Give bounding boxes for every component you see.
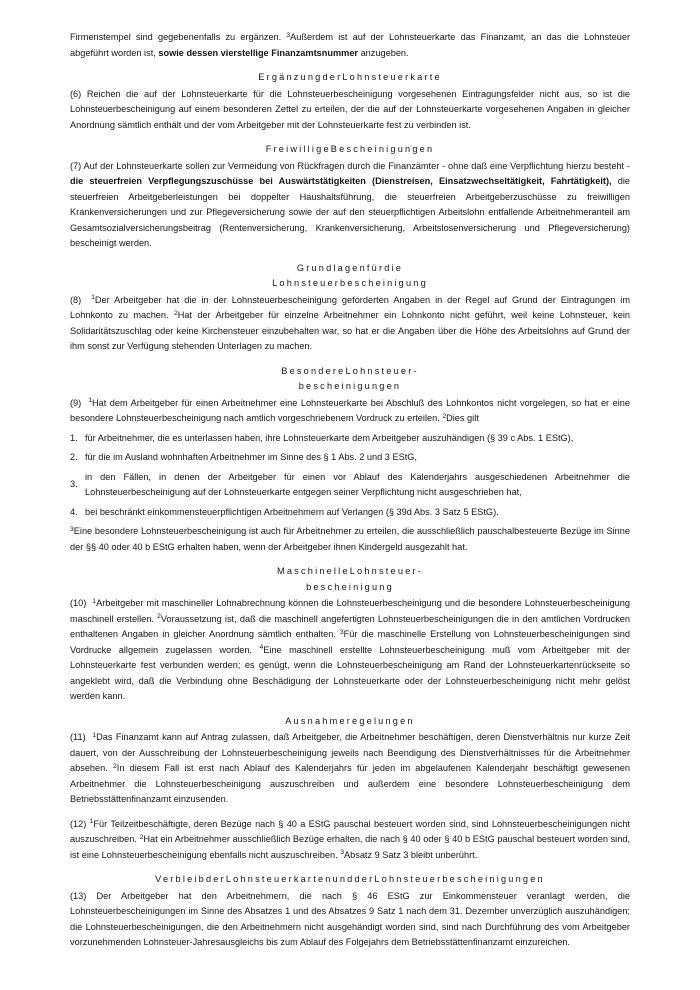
document-content	[70, 30, 630, 951]
heading-freiwillige-bescheinigungen	[70, 142, 630, 158]
text-run: die steuerfreien Arbeitgeberleistungen bei doppelter Haushaltsführung, die steuerfreien Arbeitgeberzuschüsse zu freiwilligen Krankenversicherungen und zur Pflegeversicherung sowie der auf den steuerpflichtigen Arbeitslohn entfallende Arbeitnehmeranteil am Gesamtsozialversicherungsbeitrag (Rentenversicherung, Krankenversicherung, Arbeitslosenversicherung und Pflegeversicherung) bescheinigt werden.	[70, 176, 630, 248]
paragraph-6	[70, 87, 630, 134]
list-item-text	[85, 470, 630, 501]
text-run: Hat der Arbeitgeber für einzelne Arbeitnehmer ein Lohnkonto nicht geführt, weil keine Lohnsteuer, kein Solidaritätszuschlag oder keine Kirchensteuer einzubehalten war, so hat er die Angaben über die Höhe des Arbeitslohns auf Grund der ihm sonst zur Verfügung stehenden Unterlagen zu machen.	[70, 310, 631, 351]
text-run: (13) Der Arbeitgeber hat den Arbeitnehmern, die nach § 46 EStG zur Einkommensteuer veranlagt werden, die Lohnsteuerbescheinigungen im Sinne des Absatzes 1 und des Absatzes 9 Satz 1 nach dem 31. Dezember unverzüglich auszuhändigen; die Lohnsteuerbescheinigungen, die den Arbeitnehmern nicht ausgehändigt worden sind, sind nach Durchführung des vom Arbeitgeber vorzunehmenden Lohnsteuer-Jahresausgleichs bis zum Ablauf des Folgejahrs dem Betriebsstättenfinanzamt einzureichen.	[70, 890, 630, 947]
sentence-number-superscript: 2	[139, 833, 144, 841]
paragraph-firmenstempel	[70, 30, 630, 61]
text-run: (8)	[70, 294, 92, 305]
text-run: Hat dem Arbeitgeber für einen Arbeitnehmer eine Lohnsteuerkarte bei Abschluß des Lohnkontos nicht vorgelegen, so hat er eine besondere Lohnsteuerbescheinigung nach amtlich vorgeschriebenem Vordruck zu erteilen.	[70, 397, 630, 423]
heading-line: ErgänzungderLohnsteuerkarte	[258, 72, 442, 82]
list-item-number: 4.	[70, 506, 78, 517]
heading-line: Lohnsteuerbescheinigung	[272, 278, 428, 288]
text-run: Firmenstempel sind gegebenenfalls zu ergänzen.	[70, 32, 287, 42]
list-item	[70, 470, 630, 501]
sentence-number-superscript: 1	[88, 397, 92, 404]
paragraph-9-intro	[70, 396, 630, 427]
sentence-number-superscript: 4	[259, 644, 264, 651]
list-item-number: 3.	[70, 479, 78, 490]
text-run: (7) Auf der Lohnsteuerkarte sollen zur Vermeidung von Rückfragen durch die Finanzämter - ohne daß eine Verpflichtung hierzu besteht -	[70, 160, 630, 171]
paragraph-11	[70, 730, 630, 808]
sentence-number-superscript: 2	[442, 412, 447, 420]
text-run: für die im Ausland wohnhaften Arbeitnehmer im Sinne des § 1 Abs. 2 und 3 EStG,	[85, 452, 417, 462]
list-item-number: 2.	[70, 452, 78, 462]
text-run: Voraussetzung ist, daß die maschinell angefertigten Lohnsteuerbescheinigungen die in den amtlichen Vordrucken enthaltenen Angaben in gleicher Anordnung sämtlich enthalten.	[70, 613, 631, 639]
heading-maschinelle-lohnsteuerbescheinigung	[70, 564, 630, 595]
text-run: Außerdem ist auf der Lohnsteuerkarte das Finanzamt, an das die Lohnsteuer abgeführt worden ist,	[70, 32, 630, 58]
text-run: In diesem Fall ist erst nach Ablauf des Kalenderjahrs für jeden im abgelaufenen Kalenderjahr beschäftigt gewesenen Arbeitnehmer die Lohnsteuerbescheinigung auszuschreiben und außerdem eine besondere Lohnsteuerbescheinigung dem Betriebsstättenfinanzamt einzusenden.	[70, 763, 630, 804]
list-item-text	[85, 450, 630, 466]
sentence-number-superscript: 1	[92, 597, 97, 605]
paragraph-13	[70, 889, 630, 951]
list-item	[70, 431, 630, 447]
list-item	[70, 505, 630, 521]
sentence-number-superscript: 3	[286, 31, 291, 39]
text-run: Eine besondere Lohnsteuerbescheinigung ist auch für Arbeitnehmer zu erteilen, die ausschließlich pauschalbesteuerte Bezüge im Sinne der §§ 40 oder 40 b EStG erhalten haben, wenn der Arbeitgeber ihnen Kindergeld ausgezahlt hat.	[70, 526, 630, 552]
heading-ergaenzung-der-lohnsteuerkarte	[70, 70, 630, 86]
bold-emphasis-text: sowie dessen vierstellige Finanzamtsnummer	[158, 47, 359, 58]
heading-line: bescheinigungen	[298, 381, 402, 391]
sentence-number-superscript: 2	[173, 309, 178, 317]
heading-line: Grundlagenfürdie	[296, 262, 404, 273]
text-run: Arbeitgeber mit maschineller Lohnabrechnung können die Lohnsteuerbescheinigung und die besondere Lohnsteuerbescheinigung maschinell erstellen.	[70, 598, 630, 624]
heading-line: MaschinelleLohnsteuer-	[277, 566, 423, 576]
text-run: Dies gilt	[446, 413, 479, 423]
paragraph-7	[70, 159, 630, 252]
sentence-number-superscript: 2	[157, 613, 161, 620]
paragraph-10	[70, 596, 630, 705]
text-run: (11)	[70, 732, 93, 742]
text-run: in den Fällen, in denen der Arbeitgeber für einen vor Ablauf des Kalenderjahrs ausgeschiedenen Arbeitnehmer die Lohnsteuerbescheinigung auf der Lohnsteuerkarte entgegen seiner Verpflichtung nicht ausgeschrieben hat,	[85, 471, 630, 497]
text-run: (12)	[70, 818, 90, 829]
text-run: bei beschränkt einkommensteuerpflichtigen Arbeitnehmern auf Verlangen (§ 39d Abs. 3 Satz 5 EStG).	[85, 506, 499, 517]
paragraph-12	[70, 817, 630, 864]
sentence-number-superscript: 3	[340, 849, 344, 856]
sentence-number-superscript: 3	[70, 525, 74, 533]
heading-line: VerbleibderLohnsteuerkartenundderLohnsteuerbescheinigungen	[155, 874, 545, 884]
text-run: für Arbeitnehmer, die es unterlassen haben, ihre Lohnsteuerkarte dem Arbeitgeber auszuhändigen (§ 39 c Abs. 1 EStG),	[85, 432, 574, 443]
heading-line: bescheinigung	[306, 581, 394, 592]
text-run: Hat ein Arbeitnehmer ausschließlich Bezüge erhalten, die nach § 40 oder § 40 b EStG pauschal besteuert worden sind, ist eine Lohnsteuerbescheinigung ebenfalls nicht auszuschreiben.	[70, 834, 630, 860]
paragraph-9-fortsetzung	[70, 524, 630, 555]
sentence-number-superscript: 1	[91, 294, 95, 301]
text-run: Für Teilzeitbeschäftigte, deren Bezüge nach § 40 a EStG pauschal besteuert worden sind, sind Lohnsteuerbescheinigungen nicht auszuschreiben.	[70, 818, 630, 844]
heading-grundlagen-fuer-die-lohnsteuerbescheinigung	[70, 261, 630, 292]
list-paragraph-9	[70, 431, 630, 521]
list-item	[70, 450, 630, 466]
text-run: Das Finanzamt kann auf Antrag zulassen, daß Arbeitgeber, die Arbeitnehmer beschäftigen, deren Dienstverhältnis nur kurze Zeit dauert, von der Ausschreibung der Lohnsteuerbescheinigung jeweils nach Beendigung des Dienstverhältnisses für die Arbeitnehmer absehen.	[70, 732, 631, 773]
text-run: Eine maschinell erstellte Lohnsteuerbescheinigung muß vom Arbeitgeber mit der Lohnsteuerkarte fest verbunden werden; es genügt, wenn die Lohnsteuerbescheinigung am Rand der Lohnsteuerkartenrückseite so angeklebt wird, daß die Verbindung ohne Beschädigung der Lohnsteuerkarte oder der Lohnsteuerbescheinigung nicht mehr gelöst werden kann.	[70, 644, 630, 701]
heading-line: Ausnahmeregelungen	[285, 715, 415, 726]
text-run: (10)	[70, 598, 93, 608]
bold-emphasis-text: die steuerfreien Verpflegungszuschüsse bei Auswärtstätigkeiten (Dienstreisen, Einsatzwechseltätigkeit, Fahrtätigkeit),	[70, 176, 612, 186]
heading-line: FreiwilligeBescheinigungen	[265, 144, 435, 154]
heading-ausnahmeregelungen	[70, 714, 630, 730]
sentence-number-superscript: 2	[112, 762, 117, 770]
heading-line: BesondereLohnsteuer-	[281, 365, 419, 376]
text-run: Absatz 9 Satz 3 bleibt unberührt.	[343, 849, 478, 860]
text-run: Der Arbeitgeber hat die in der Lohnsteuerbescheinigung geforderten Angaben in der Regel auf Grund der Eintragungen im Lohnkonto zu machen.	[70, 294, 630, 320]
list-item-number: 1.	[70, 432, 78, 443]
sentence-number-superscript: 1	[89, 818, 94, 825]
text-run: (9)	[70, 397, 89, 408]
sentence-number-superscript: 1	[92, 731, 97, 739]
list-item-text	[85, 431, 630, 447]
paragraph-8	[70, 293, 630, 355]
heading-verbleib-der-lohnsteuerkarten	[70, 872, 630, 888]
text-run: (6) Reichen die auf der Lohnsteuerkarte für die Lohnsteuerbescheinigung vorgesehenen Eintragungsfelder nicht aus, so ist die Lohnsteuerbescheinigung auf einem besonderen Zettel zu erteilen, der die auf der Lohnsteuerkarte vorgesehenen Angaben in gleicher Anordnung sämtlich enthält und der vom Arbeitgeber mit der Lohnsteuerkarte fest zu verbinden ist.	[70, 88, 630, 130]
list-item-text	[85, 505, 630, 521]
text-run: anzugeben.	[358, 47, 409, 58]
sentence-number-superscript: 3	[339, 628, 344, 636]
heading-besondere-lohnsteuerbescheinigungen	[70, 364, 630, 395]
text-run: Für die maschinelle Erstellung von Lohnsteuerbescheinigungen sind Vordrucke allgemein zugelassen worden.	[70, 629, 630, 655]
